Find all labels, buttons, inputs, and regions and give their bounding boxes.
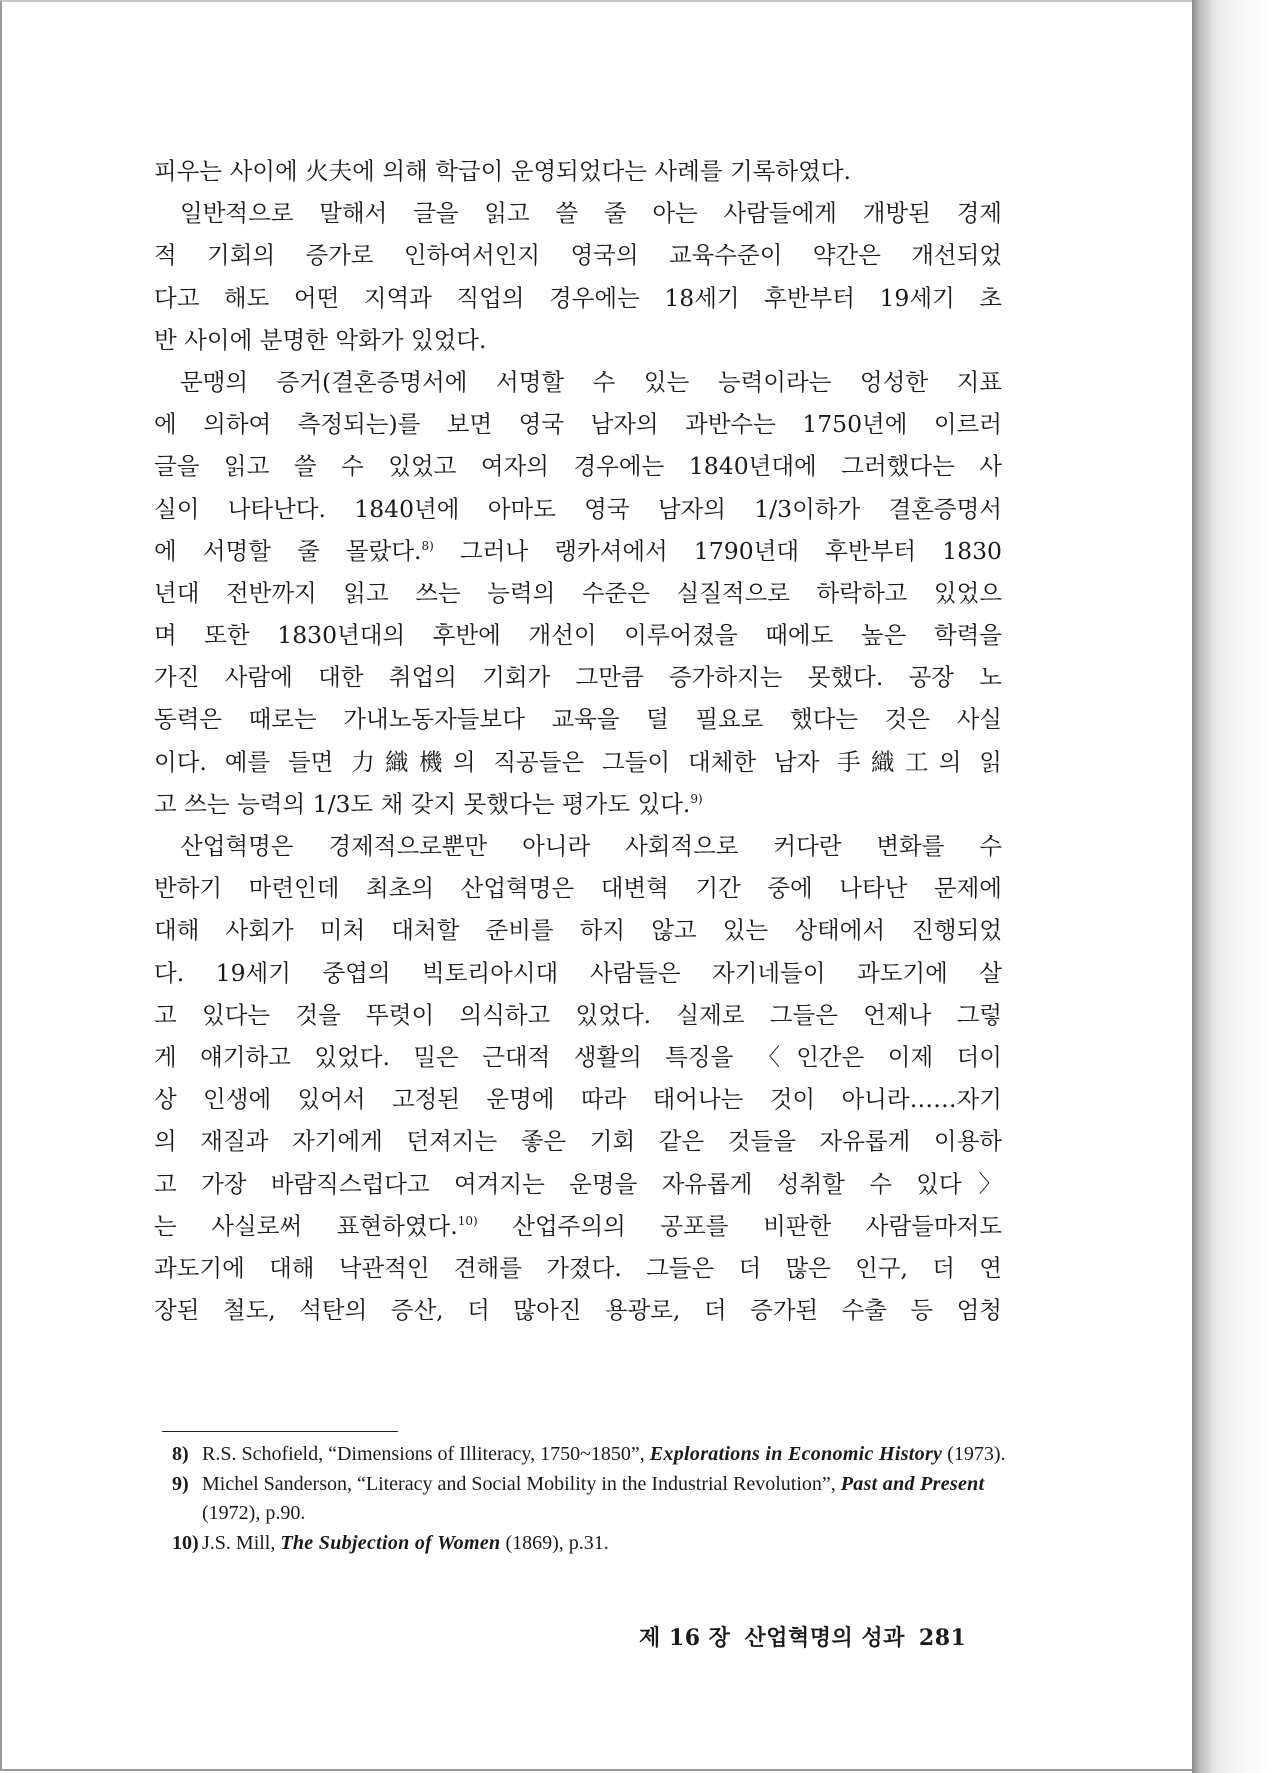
line-text-after-note: 산업주의의 공포를 비판한 사람들마저도	[477, 1211, 1003, 1240]
line-text: 는 사실로써 표현하였다.	[154, 1211, 458, 1240]
page-number: 281	[918, 1625, 967, 1651]
footnote-citation: R.S. Schofield, “Dimensions of Illiteracy, 1750~1850”,	[202, 1443, 650, 1465]
text-line	[154, 150, 1002, 192]
text-line	[154, 614, 1002, 656]
footnote-9	[172, 1470, 1010, 1529]
line-text: 고 쓰는 능력의 1/3도 채 갖지 못했다는 평가도 있다.	[154, 789, 691, 818]
line-text: 고 가장 바람직스럽다고 여겨지는 운명을 자유롭게 성취할 수 있다〉	[154, 1169, 1002, 1198]
line-text: 다. 19세기 중엽의 빅토리아시대 사람들은 자기네들이 과도기에 살	[154, 958, 1002, 987]
footnote-citation: Michel Sanderson, “Literacy and Social Mobility in the Industrial Revolution”,	[202, 1472, 841, 1495]
line-text: 에 의하여 측정되는)를 보면 영국 남자의 과반수는 1750년에 이르러	[154, 410, 1002, 439]
text-line	[154, 656, 1002, 698]
text-line	[154, 994, 1002, 1036]
text-line	[154, 1247, 1002, 1289]
line-text: 반 사이에 분명한 악화가 있었다.	[154, 325, 487, 354]
line-text: 문맹의 증거(결혼증명서에 서명할 수 있는 능력이라는 엉성한 지표	[180, 367, 1002, 396]
footnote-title: Past and Present	[840, 1472, 985, 1495]
footnote-citation-end: (1869), p.31.	[500, 1531, 609, 1554]
footnote-citation-end: (1973).	[942, 1443, 1006, 1465]
text-line	[154, 952, 1002, 994]
line-text-after-note: 그러나 랭카셔에서 1790년대 후반부터 1830	[433, 536, 1002, 565]
line-text: 다고 해도 어떤 지역과 직업의 경우에는 18세기 후반부터 19세기 초	[154, 283, 1002, 312]
line-text: 피우는 사이에 火夫에 의해 학급이 운영되었다는 사례를 기록하였다.	[154, 157, 851, 185]
footnote-citation-end: (1972), p.90.	[202, 1502, 306, 1524]
text-line	[154, 361, 1002, 403]
line-text: 의 재질과 자기에게 던져지는 좋은 기회 같은 것들을 자유롭게 이용하	[154, 1127, 1002, 1156]
footnote-number: 10)	[172, 1531, 199, 1554]
text-line	[154, 319, 1002, 361]
footnote-ref: 8)	[421, 538, 434, 553]
text-line	[154, 1120, 1002, 1162]
line-text: 일반적으로 말해서 글을 읽고 쓸 줄 아는 사람들에게 개방된 경제	[180, 199, 1002, 228]
body-text	[154, 150, 1002, 1331]
line-text: 반하기 마련인데 최초의 산업혁명은 대변혁 기간 중에 나타난 문제에	[154, 874, 1002, 903]
line-text: 장된 철도, 석탄의 증산, 더 많아진 용광로, 더 증가된 수출 등 엄청	[154, 1296, 1002, 1325]
text-line	[154, 1163, 1002, 1205]
text-line	[154, 825, 1002, 867]
line-text: 게 얘기하고 있었다. 밀은 근대적 생활의 특징을 〈인간은 이제 더이	[154, 1042, 1002, 1071]
text-line	[154, 530, 1002, 572]
running-head	[639, 1621, 980, 1652]
line-text: 실이 나타난다. 1840년에 아마도 영국 남자의 1/3이하가 결혼증명서	[154, 494, 1002, 523]
text-line	[154, 445, 1002, 487]
text-line	[154, 698, 1002, 740]
footnotes	[172, 1440, 1010, 1558]
footnote-10	[172, 1529, 1010, 1559]
chapter-label: 제 16 장	[639, 1625, 731, 1651]
footnote-ref: 9)	[690, 791, 703, 806]
footnote-8	[172, 1440, 1010, 1470]
line-text: 가진 사람에 대한 취업의 기회가 그만큼 증가하지는 못했다. 공장 노	[154, 663, 1002, 692]
text-line	[154, 783, 1002, 825]
text-line	[154, 1289, 1002, 1331]
text-line	[154, 234, 1002, 276]
line-text: 며 또한 1830년대의 후반에 개선이 이루어졌을 때에도 높은 학력을	[154, 621, 1002, 650]
footnote-title: The Subjection of Women	[280, 1531, 501, 1554]
text-line	[154, 909, 1002, 951]
text-line	[154, 192, 1002, 234]
footnote-separator	[162, 1431, 398, 1432]
text-line	[154, 1036, 1002, 1078]
footnote-ref: 10)	[457, 1213, 478, 1228]
text-line	[154, 1078, 1002, 1120]
footnote-title: Explorations in Economic History	[649, 1443, 943, 1465]
text-line	[154, 403, 1002, 445]
footnote-number: 8)	[172, 1443, 189, 1465]
text-line	[154, 741, 1002, 783]
page-edge-shadow	[1192, 0, 1271, 1773]
line-text: 에 서명할 줄 몰랐다.	[154, 536, 422, 565]
line-text: 고 있다는 것을 뚜렷이 의식하고 있었다. 실제로 그들은 언제나 그렇	[154, 1000, 1002, 1029]
footnote-number: 9)	[172, 1472, 189, 1495]
line-text: 이다. 예를 들면 力織機의 직공들은 그들이 대체한 남자 手織工의 읽	[154, 747, 1002, 776]
line-text: 대해 사회가 미처 대처할 준비를 하지 않고 있는 상태에서 진행되었	[154, 916, 1002, 945]
text-line	[154, 572, 1002, 614]
text-line	[154, 867, 1002, 909]
text-line	[154, 1205, 1002, 1247]
footnote-citation: J.S. Mill,	[202, 1531, 281, 1554]
text-line	[154, 488, 1002, 530]
line-text: 적 기회의 증가로 인하여서인지 영국의 교육수준이 약간은 개선되었	[154, 241, 1002, 270]
line-text: 과도기에 대해 낙관적인 견해를 가졌다. 그들은 더 많은 인구, 더 연	[154, 1253, 1002, 1282]
line-text: 상 인생에 있어서 고정된 운명에 따라 태어나는 것이 아니라……자기	[154, 1085, 1002, 1114]
line-text: 글을 읽고 쓸 수 있었고 여자의 경우에는 1840년대에 그러했다는 사	[154, 452, 1002, 481]
line-text: 산업혁명은 경제적으로뿐만 아니라 사회적으로 커다란 변화를 수	[180, 832, 1002, 860]
chapter-title: 산업혁명의 성과	[744, 1625, 905, 1651]
line-text: 년대 전반까지 읽고 쓰는 능력의 수준은 실질적으로 하락하고 있었으	[154, 578, 1002, 607]
line-text: 동력은 때로는 가내노동자들보다 교육을 덜 필요로 했다는 것은 사실	[154, 705, 1002, 734]
text-line	[154, 277, 1002, 319]
